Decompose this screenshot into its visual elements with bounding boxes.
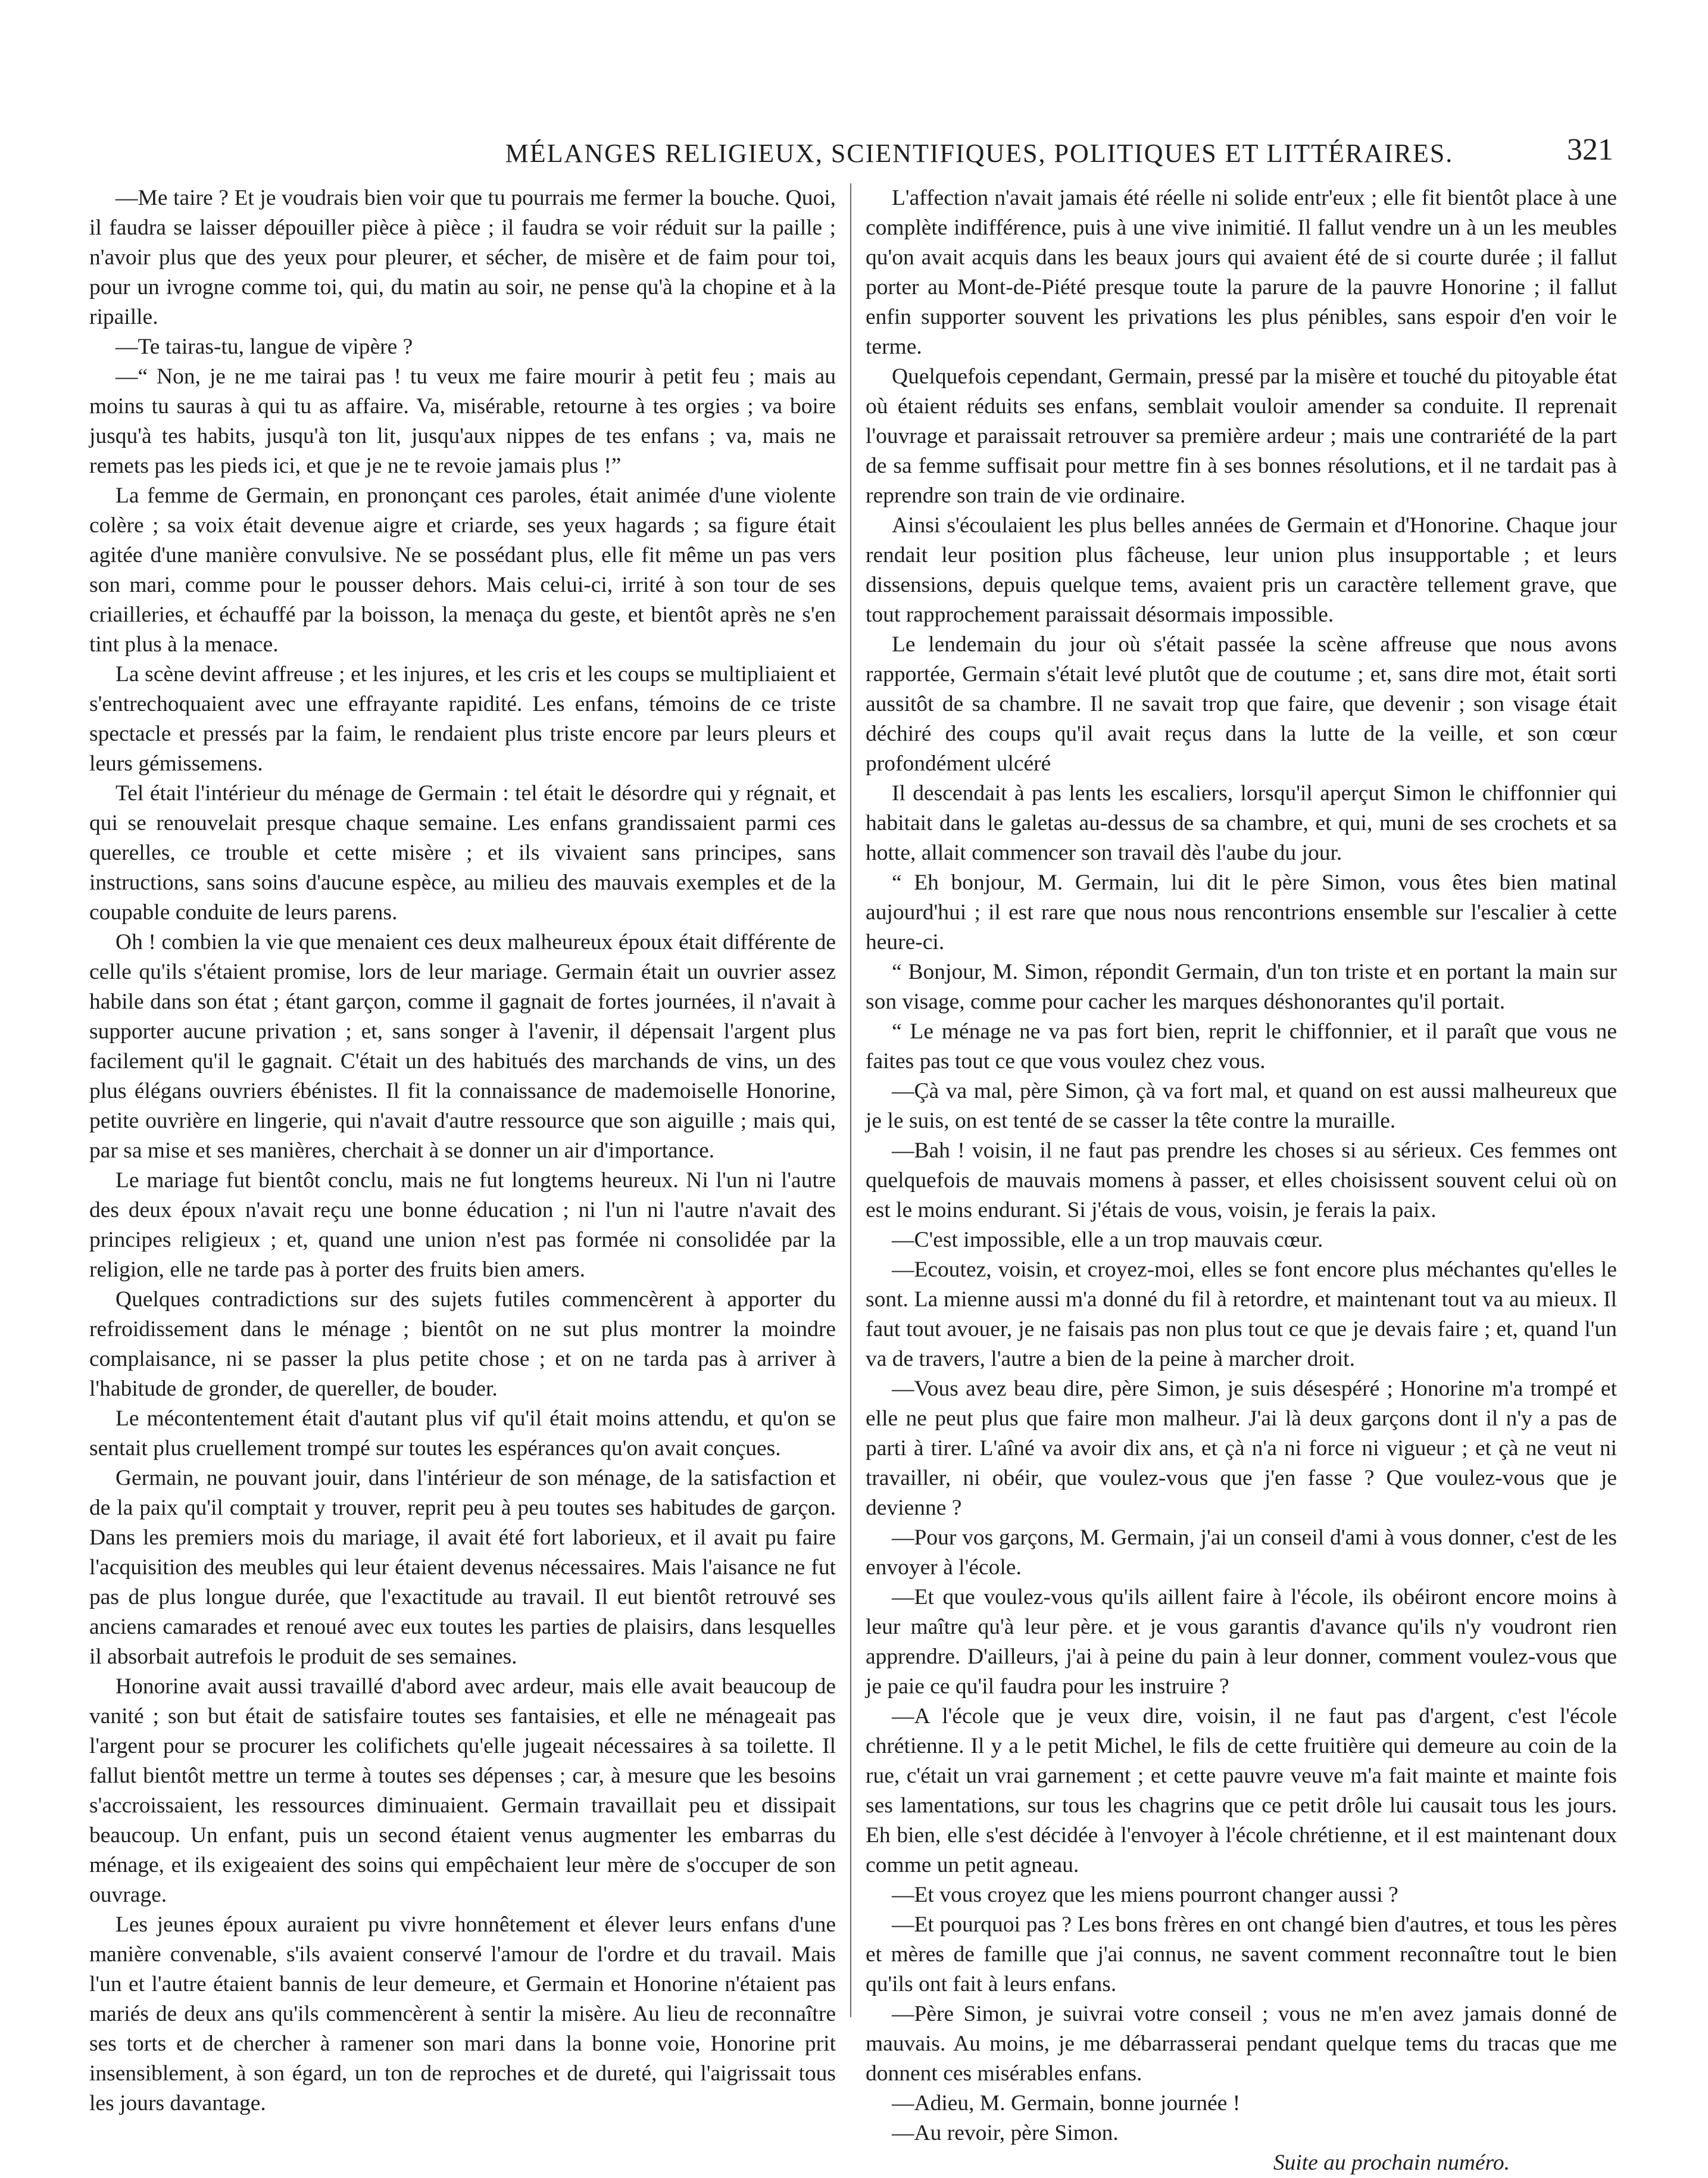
running-title: MÉLANGES RELIGIEUX, SCIENTIFIQUES, POLITIQUES ET LITTÉRAIRES.: [505, 139, 1454, 168]
paragraph: “ Eh bonjour, M. Germain, lui dit le père Simon, vous êtes bien matinal aujourd'hui ; il est rare que nous nous rencontrions ensemble sur l'escalier à cette heure-ci.: [866, 870, 1617, 954]
paragraph: —Et que voulez-vous qu'ils aillent faire à l'école, ils obéiront encore moins à leur maître qu'à leur père. et je vous garantis d'avance qu'ils n'y voudront rien apprendre. D'ailleurs, j'ai à peine du pain à leur donner, comment voulez-vous que je paie ce qu'il faudra pour les instruire ?: [866, 1585, 1617, 1699]
paragraph: Honorine avait aussi travaillé d'abord avec ardeur, mais elle avait beaucoup de vanité ; son but était de satisfaire toutes ses fantaisies, et elle ne ménageait pas l'argent pour se procurer les colifichets qu'elle jugeait nécessaires à sa toilette. Il fallut bientôt mettre un terme à toutes ses dépenses ; car, à mesure que les besoins s'accroissaient, les ressources diminuaient. Germain travaillait peu et dissipait beaucoup. Un enfant, puis un second étaient venus augmenter les embarras du ménage, et ils exigeaient des soins qui empêchaient leur mère de s'occuper de son ouvrage.: [89, 1674, 836, 1907]
paragraph: —Au revoir, père Simon.: [892, 2121, 1119, 2145]
left-column: [89, 183, 836, 2118]
column-divider: [850, 183, 851, 2017]
paragraph: —Bah ! voisin, il ne faut pas prendre les choses si au sérieux. Ces femmes ont quelquefois de mauvais momens à passer, et elles choisissent souvent celui où on est le moins endurant. Si j'étais de vous, voisin, je ferais la paix.: [866, 1138, 1617, 1222]
paragraph: Le mécontentement était d'autant plus vif qu'il était moins attendu, et qu'on se sentait plus cruellement trompé sur toutes les espérances qu'on avait conçues.: [89, 1406, 836, 1461]
paragraph: —Vous avez beau dire, père Simon, je suis désespéré ; Honorine m'a trompé et elle ne peut plus que faire mon malheur. J'ai là deux garçons dont il n'y a pas de parti à tirer. L'aîné va avoir dix ans, et çà n'a ni force ni vigueur ; et çà ne veut ni travailler, ni obéir, que voulez-vous que j'en fasse ? Que voulez-vous que je devienne ?: [866, 1377, 1617, 1520]
paragraph: —“ Non, je ne me tairai pas ! tu veux me faire mourir à petit feu ; mais au moins tu sauras à qui tu as affaire. Va, misérable, retourne à tes orgies ; va boire jusqu'à tes habits, jusqu'à ton lit, jusqu'aux nippes de tes enfans ; va, mais ne remets pas les pieds ici, et que je ne te revoie jamais plus !”: [89, 364, 836, 478]
paragraph: —Çà va mal, père Simon, çà va fort mal, et quand on est aussi malheureux que je le suis, on est tenté de se casser la tête contre la muraille.: [866, 1079, 1617, 1133]
paragraph: L'affection n'avait jamais été réelle ni solide entr'eux ; elle fit bientôt place à une complète indifférence, puis à une vive inimitié. Il fallut vendre un à un les meubles qu'on avait acquis dans les beaux jours qui avaient été de si courte durée ; il fallut porter au Mont-de-Piété presque toute la parure de la pauvre Honorine ; il fallut enfin supporter souvent les privations les plus pénibles, sans espoir d'en voir le terme.: [866, 186, 1617, 359]
paragraph: —C'est impossible, elle a un trop mauvais cœur.: [892, 1228, 1323, 1252]
paragraph: Ainsi s'écoulaient les plus belles années de Germain et d'Honorine. Chaque jour rendait leur position plus fâcheuse, leur union plus insupportable ; et leurs dissensions, depuis quelque tems, avaient pris un caractère tellement grave, que tout rapprochement paraissait désormais impossible.: [866, 513, 1617, 627]
paragraph: Quelques contradictions sur des sujets futiles commencèrent à apporter du refroidissement dans le ménage ; bientôt on ne sut plus montrer la moindre complaisance, ni se passer la plus petite chose ; et on ne tarda pas à arriver à l'habitude de gronder, de quereller, de bouder.: [89, 1287, 836, 1401]
paragraph: Quelquefois cependant, Germain, pressé par la misère et touché du pitoyable état où étaient réduits ses enfans, semblait vouloir amender sa conduite. Il reprenait l'ouvrage et paraissait retrouver sa première ardeur ; mais une contrariété de la part de sa femme suffisait pour mettre fin à ses bonnes résolutions, et il ne tardait pas à reprendre son train de vie ordinaire.: [866, 364, 1617, 508]
paragraph: Germain, ne pouvant jouir, dans l'intérieur de son ménage, de la satisfaction et de la paix qu'il comptait y trouver, reprit peu à peu toutes ses habitudes de garçon. Dans les premiers mois du mariage, il avait été fort laborieux, et il avait pu faire l'acquisition des meubles qui leur étaient devenus nécessaires. Mais l'aisance ne fut pas de plus longue durée, que l'exactitude au travail. Il eut bientôt retrouvé ses anciens camarades et renoué avec eux toutes les parties de plaisirs, dans lesquelles il absorbait autrefois le produit de ses semaines.: [89, 1466, 836, 1669]
paragraph: La femme de Germain, en prononçant ces paroles, était animée d'une violente colère ; sa voix était devenue aigre et criarde, ses yeux hagards ; sa figure était agitée d'une manière convulsive. Ne se possédant plus, elle fit même un pas vers son mari, comme pour le pousser dehors. Mais celui-ci, irrité à son tour de ses criailleries, et échauffé par la boisson, la menaça du geste, et bientôt après ne s'en tint plus à la menace.: [89, 483, 836, 657]
paragraph: Tel était l'intérieur du ménage de Germain : tel était le désordre qui y régnait, et qui se renouvelait presque chaque semaine. Les enfans grandissaient parmi ces querelles, ce trouble et cette misère ; et ils vivaient sans principes, sans instructions, sans soins d'aucune espèce, au milieu des mauvais exemples et de la coupable conduite de leurs parens.: [89, 781, 836, 925]
paragraph: —Et pourquoi pas ? Les bons frères en ont changé bien d'autres, et tous les pères et mères de famille que j'ai connus, ne savent comment reconnaître tout le bien qu'ils ont fait à leurs enfans.: [866, 1912, 1617, 1996]
paragraph: Le mariage fut bientôt conclu, mais ne fut longtems heureux. Ni l'un ni l'autre des deux époux n'avait reçu une bonne éducation ; ni l'un ni l'autre n'avait des principes religieux ; et, quand une union n'est pas formée ni consolidée par la religion, elle ne tarde pas à porter des fruits bien amers.: [89, 1168, 836, 1282]
paragraph: —Adieu, M. Germain, bonne journée !: [892, 2091, 1241, 2115]
paragraph: —Te tairas-tu, langue de vipère ?: [115, 335, 413, 359]
paragraph: “ Le ménage ne va pas fort bien, reprit le chiffonnier, et il paraît que vous ne faites pas tout ce que vous voulez chez vous.: [866, 1019, 1617, 1074]
paragraph: —Me taire ? Et je voudrais bien voir que tu pourrais me fermer la bouche. Quoi, il faudra se laisser dépouiller pièce à pièce ; il faudra se voir réduit sur la paille ; n'avoir plus que des yeux pour pleurer, et sécher, de misère et de faim pour toi, pour un ivrogne comme toi, qui, du matin au soir, ne pense qu'à la chopine et à la ripaille.: [89, 186, 836, 329]
paragraph: “ Bonjour, M. Simon, répondit Germain, d'un ton triste et en portant la main sur son visage, comme pour cacher les marques déshonorantes qu'il portait.: [866, 960, 1617, 1014]
paragraph: —Père Simon, je suivrai votre conseil ; vous ne m'en avez jamais donné de mauvais. Au moins, je me débarrasserai pendant quelque tems du tracas que me donnent ces misérables enfans.: [866, 2002, 1617, 2086]
paragraph: —A l'école que je veux dire, voisin, il ne faut pas d'argent, c'est l'école chrétienne. Il y a le petit Michel, le fils de cette fruitière qui demeure au coin de la rue, c'était un vrai garnement ; et cette pauvre veuve m'a fait mainte et mainte fois ses lamentations, sur tous les chagrins que ce petit drôle lui causait tous les jours. Eh bien, elle s'est décidée à l'envoyer à l'école chrétienne, et il est maintenant doux comme un petit agneau.: [866, 1704, 1617, 1877]
right-column: [866, 183, 1617, 2178]
paragraph: Oh ! combien la vie que menaient ces deux malheureux époux était différente de celle qu'ils s'étaient promise, lors de leur mariage. Germain était un ouvrier assez habile dans son état ; étant garçon, comme il gagnait de fortes journées, il n'avait à supporter aucune privation ; et, sans songer à l'avenir, il dépensait l'argent plus facilement qu'il le gagnait. C'était un des habitués des marchands de vins, un des plus élégans ouvriers ébénistes. Il fit la connaissance de mademoiselle Honorine, petite ouvrière en lingerie, qui n'avait d'autre ressource que son aiguille ; mais qui, par sa mise et ses manières, cherchait à se donner un air d'importance.: [89, 930, 836, 1163]
paragraph: Les jeunes époux auraient pu vivre honnêtement et élever leurs enfans d'une manière convenable, s'ils avaient conservé l'amour de l'ordre et du travail. Mais l'un et l'autre étaient bannis de leur demeure, et Germain et Honorine n'étaient pas mariés de deux ans qu'ils commencèrent à sentir la misère. Au lieu de reconnaître ses torts et de chercher à ramener son mari dans la bonne voie, Honorine prit insensiblement, à son égard, un ton de reproches et de dureté, qui l'aigrissait tous les jours davantage.: [89, 1912, 836, 2115]
paragraph: Le lendemain du jour où s'était passée la scène affreuse que nous avons rapportée, Germain s'était levé plutôt que de coutume ; et, sans dire mot, était sorti aussitôt de sa chambre. Il ne savait trop que faire, que devenir ; son visage était déchiré des coups qu'il avait reçus dans la lutte de la veille, et son cœur profondément ulcéré: [866, 632, 1617, 776]
paragraph: —Ecoutez, voisin, et croyez-moi, elles se font encore plus méchantes qu'elles le sont. La mienne aussi m'a donné du fil à retordre, et maintenant tout va au mieux. Il faut tout avouer, je ne faisais pas non plus tout ce que je devais faire ; et, quand l'un va de travers, l'autre a bien de la peine à marcher droit.: [866, 1258, 1617, 1371]
paragraph: —Et vous croyez que les miens pourront changer aussi ?: [892, 1883, 1398, 1907]
paragraph: Il descendait à pas lents les escaliers, lorsqu'il aperçut Simon le chiffonnier qui habitait dans le galetas au-dessus de sa chambre, et qui, muni de ses crochets et sa hotte, allait commencer son travail dès l'aube du jour.: [866, 781, 1617, 865]
paragraph: —Pour vos garçons, M. Germain, j'ai un conseil d'ami à vous donner, c'est de les envoyer à l'école.: [866, 1525, 1617, 1580]
page-number: 321: [1567, 133, 1613, 167]
continuation-note: Suite au prochain numéro.: [1273, 2151, 1510, 2175]
paragraph: La scène devint affreuse ; et les injures, et les cris et les coups se multipliaient et s'entrechoquaient avec une effrayante rapidité. Les enfans, témoins de ce triste spectacle et pressés par la faim, le rendaient plus triste encore par leurs pleurs et leurs gémissemens.: [89, 662, 836, 776]
